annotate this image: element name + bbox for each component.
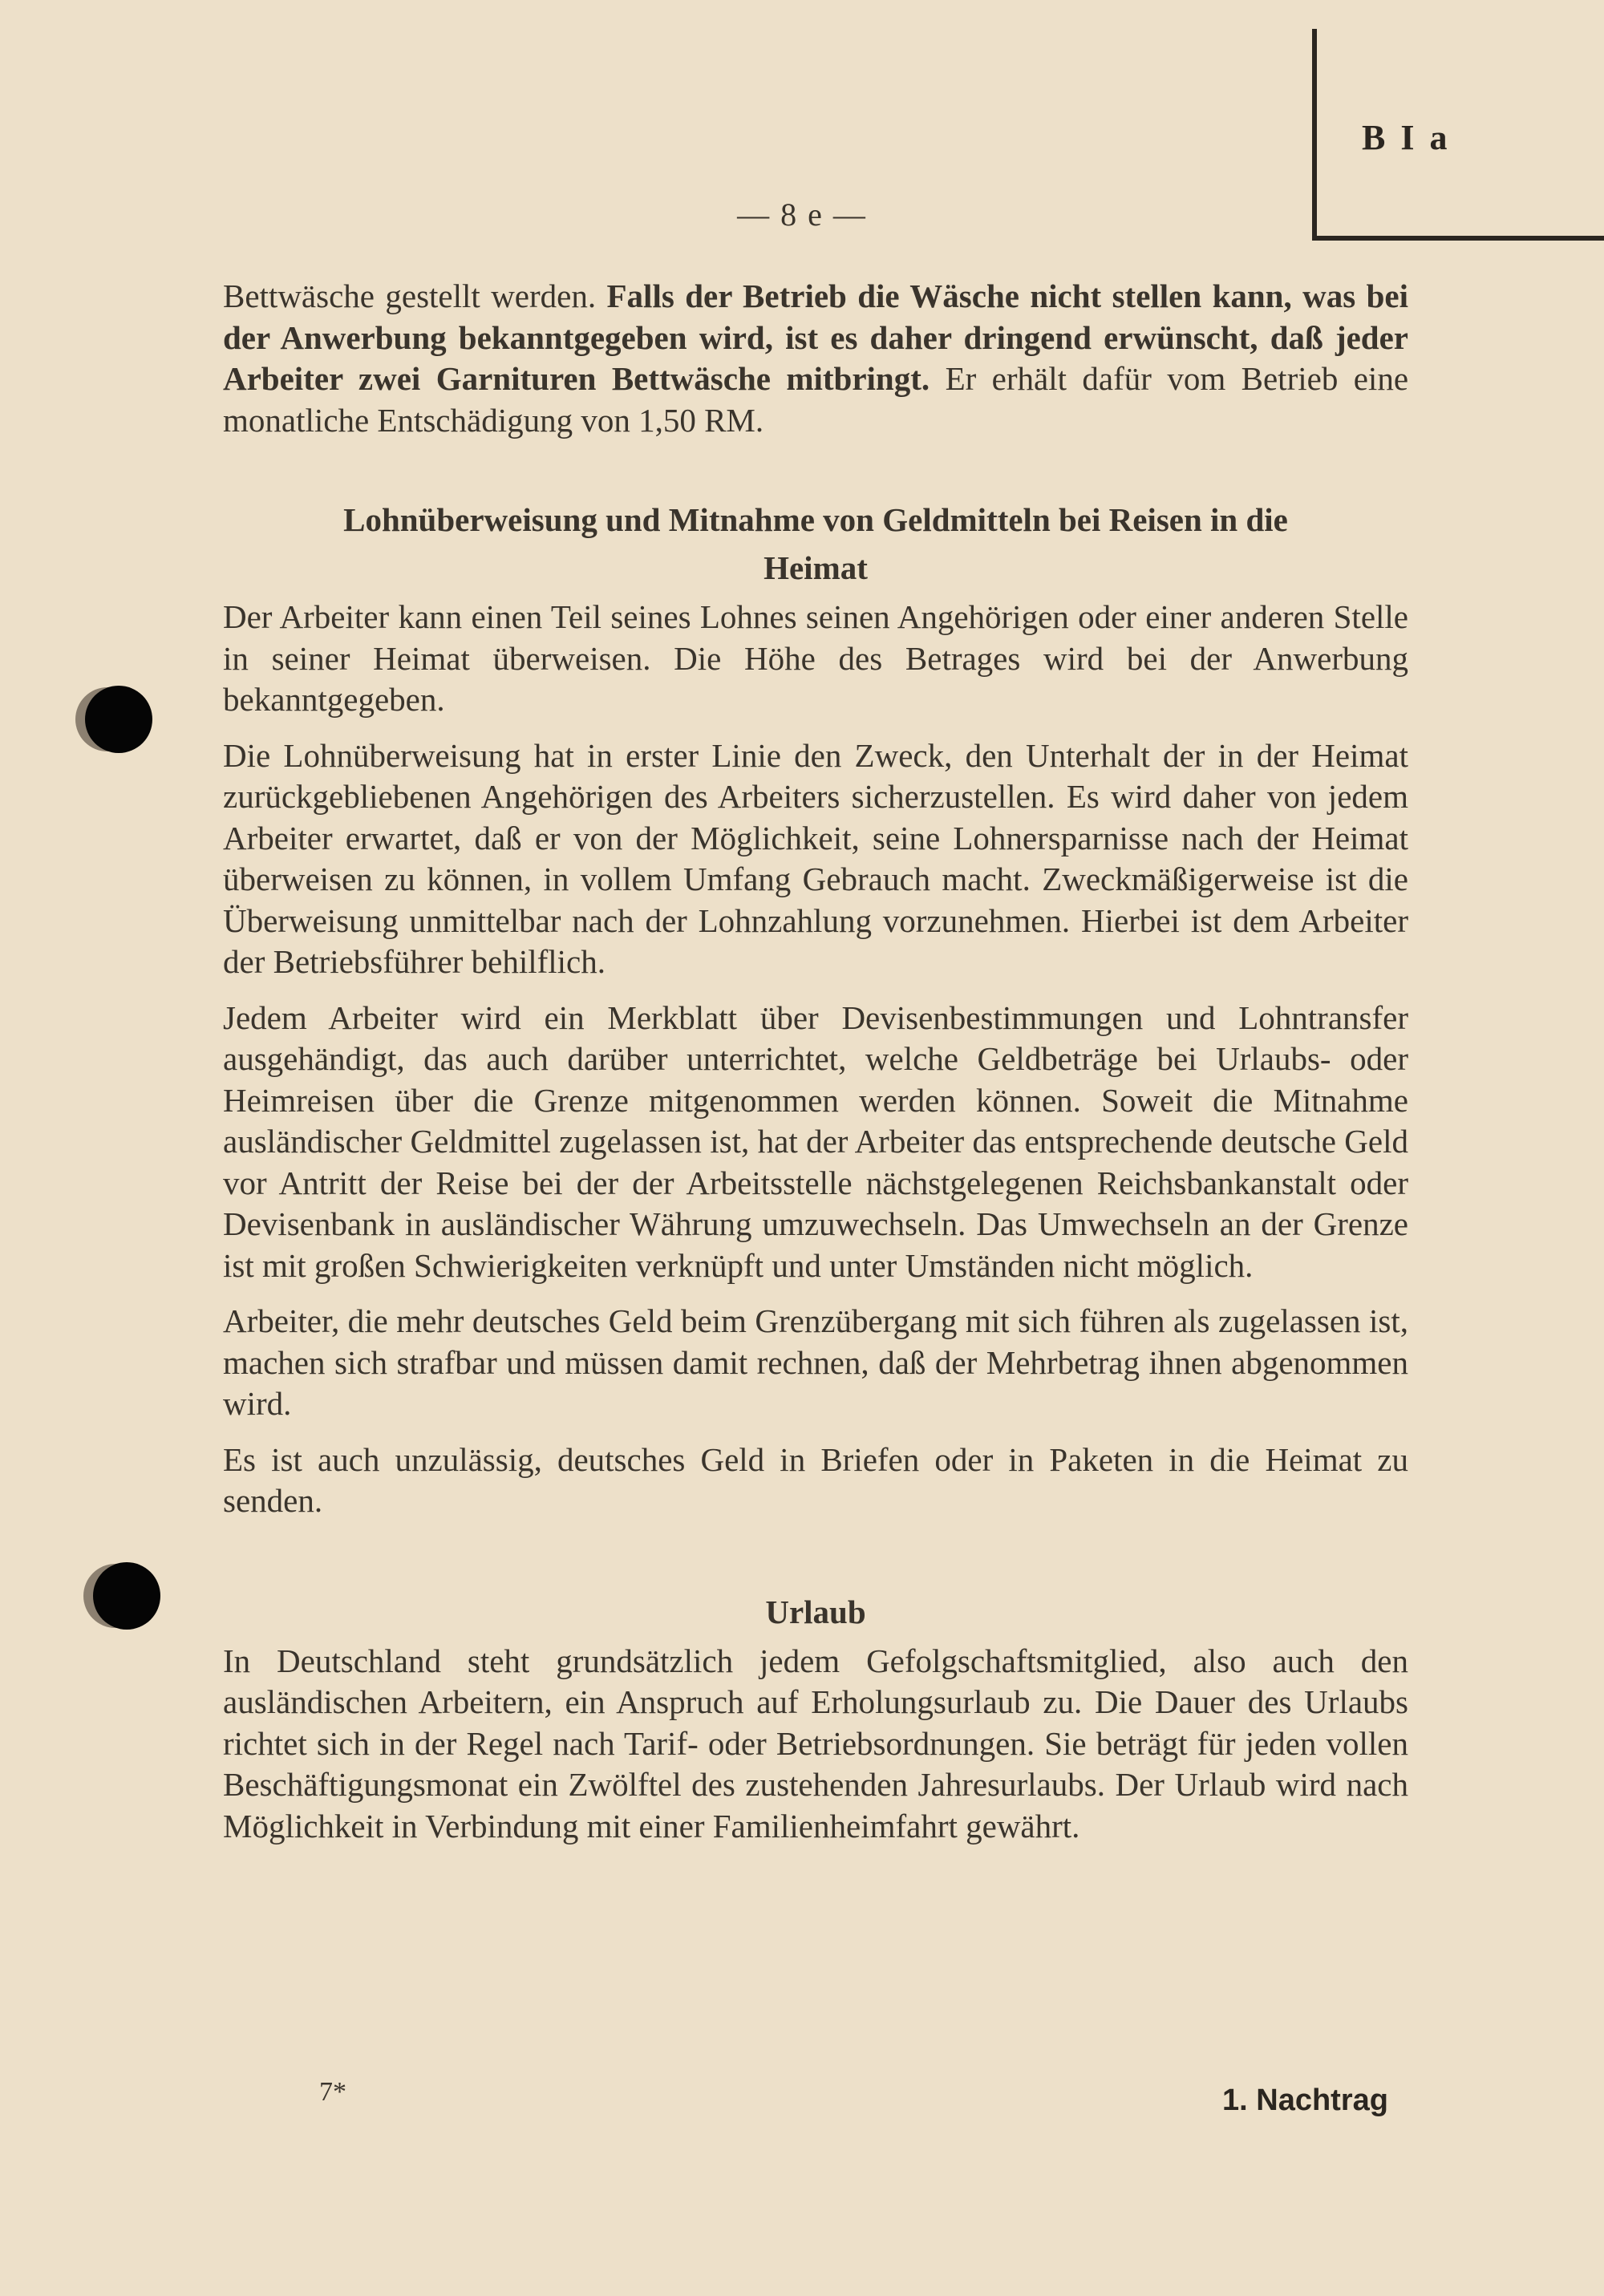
page-number: — 8 e — [737,196,867,233]
paragraph: Jedem Arbeiter wird ein Merkblatt über Devisenbestimmungen und Lohntransfer ausgehändigt, das auch darüber unterrichtet, welche Geldbeträge bei Urlaubs- oder Heimreisen über die Grenze mitgenommen werden können. Soweit die Mitnahme ausländischer Geldmittel zugelassen ist, hat der Arbeiter das entsprechende deutsche Geld vor Antritt der Reise bei der der Arbeitsstelle nächstgelegenen Reichsbankanstalt oder Devisenbank in ausländischer Währung umzuwechseln. Das Umwechseln an der Grenze ist mit großen Schwierigkeiten verknüpft und unter Umständen nicht möglich. [223,998,1408,1284]
paragraph: Arbeiter, die mehr deutsches Geld beim Grenzübergang mit sich führen als zugelassen ist, machen sich strafbar und müssen damit rechnen, daß der Mehrbetrag ihnen abgenommen wird. [223,1302,1408,1422]
punch-hole-icon [85,686,152,753]
intro-bold: Falls der Betrieb die Wäsche nicht stellen kann, was bei der Anwerbung bekanntgegeben wird, ist es daher dringend erwünscht, daß jeder Arbeiter zwei Garnituren Bettwäsche mitbringt. [223,277,1408,397]
intro-paragraph [223,276,1408,441]
paragraph: Die Lohnüberweisung hat in erster Linie den Zweck, den Unterhalt der in der Heimat zurückgebliebenen Angehörigen des Arbeiters sicherzustellen. Es wird daher von jedem Arbeiter erwartet, daß er von der Möglichkeit, seine Lohnersparnisse nach der Heimat überweisen zu können, in vollem Umfang Gebrauch macht. Zweckmäßigerweise ist die Überweisung unmittelbar nach der Lohnzahlung vorzunehmen. Hierbei ist dem Arbeiter der Betriebsführer behilflich. [223,736,1408,980]
paragraph: Es ist auch unzulässig, deutsches Geld in Briefen oder in Paketen in die Heimat zu senden. [223,1440,1408,1519]
heading-line-2: Heimat [764,549,868,586]
corner-tab-label: B I a [1362,118,1451,157]
punch-hole-icon [93,1562,160,1630]
body-text [223,276,1408,1861]
supplement-label: 1. Nachtrag [1222,2083,1388,2117]
intro-lead: Bettwäsche gestellt werden. [223,277,597,314]
paragraph: Der Arbeiter kann einen Teil seines Lohnes seinen Angehörigen oder einer anderen Stelle in seiner Heimat überweisen. Die Höhe des Betrages wird bei der Anwerbung bekanntgegeben. [223,598,1408,718]
section-heading-urlaub: Urlaub [765,1593,866,1630]
paragraph: In Deutschland steht grundsätzlich jedem Gefolgschaftsmitglied, also auch den ausländischen Arbeitern, ein Anspruch auf Erholungsurlaub zu. Die Dauer des Urlaubs richtet sich in der Regel nach Tarif- oder Betriebsordnungen. Sie beträgt für jeden vollen Beschäftigungsmonat ein Zwölftel des zustehenden Jahresurlaubs. Der Urlaub wird nach Möglichkeit in Verbindung mit einer Familienheimfahrt gewährt. [223,1642,1408,1844]
heading-line-1: Lohnüberweisung und Mitnahme von Geldmitteln bei Reisen in die [343,501,1288,538]
intro-tail: Er erhält dafür vom Betrieb eine monatliche Entschädigung von 1,50 RM. [223,360,1409,439]
signature-mark: 7* [319,2077,346,2107]
section-heading-lohnueberweisung [223,496,1408,592]
